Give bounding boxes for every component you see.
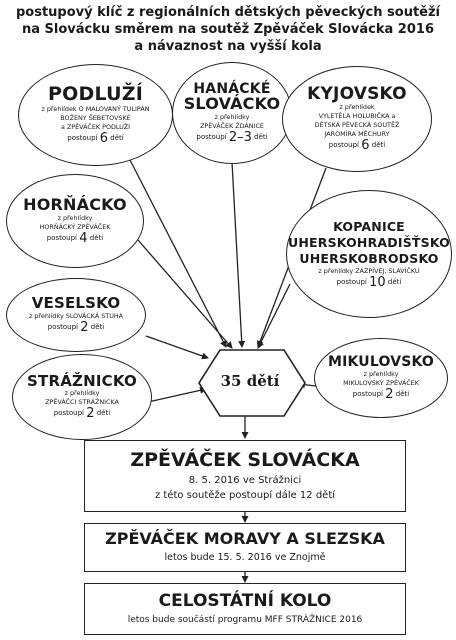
region-title: VESELSKO xyxy=(31,294,121,313)
title-line-2: na Slovácku směrem na soutěž Zpěváček Slovácka 2016 xyxy=(21,22,434,37)
region-source: ZPĚVÁČCI STRÁŽNICKA xyxy=(45,398,119,407)
region-kyjovsko xyxy=(282,66,432,172)
stage-date: 8. 5. 2016 ve Strážnici xyxy=(188,475,302,486)
region-title: SLOVÁCKO xyxy=(183,94,281,114)
region-source: HORŇÁCKÝ ZPĚVÁČEK xyxy=(39,222,111,231)
region-quota: postoupí 2–3 děti xyxy=(196,130,268,146)
region-quota: postoupí 2 děti xyxy=(47,319,105,335)
arrow-kopanice xyxy=(258,284,290,348)
region-source: JAROMÍRA MĚCHURY xyxy=(324,130,390,139)
region-source: BOŽENY ŠEBETOVSKÉ xyxy=(60,113,131,122)
region-quota: postoupí 10 dětí xyxy=(336,275,402,290)
title-line-3: a návaznost na vyšší kola xyxy=(134,39,322,54)
region-title: KOPANICE xyxy=(333,219,405,234)
stage-title: ZPĚVÁČEK SLOVÁCKA xyxy=(130,449,360,471)
arrow-veselsko xyxy=(146,336,208,358)
title-line-1: postupový klíč z regionálních dětských pěveckých soutěží xyxy=(15,5,441,20)
region-hanacke-slovacko xyxy=(172,62,292,164)
region-source: z přehlídky xyxy=(57,213,93,222)
stage-title: ZPĚVÁČEK MORAVY A SLEZSKA xyxy=(105,529,385,548)
region-hornacko xyxy=(6,174,144,268)
region-source: z přehlídky ZAZPÍVEJ, SLAVÍČKU xyxy=(318,267,420,275)
region-source: z přehlídky xyxy=(363,369,399,378)
center-total: 35 dětí xyxy=(220,372,280,390)
stage-title: CELOSTÁTNÍ KOLO xyxy=(158,591,332,611)
region-source: VYLETĚLA HOLUBIČKA a xyxy=(318,112,396,121)
region-title: UHERSKOBRODSKO xyxy=(299,251,439,266)
region-title: KYJOVSKO xyxy=(307,83,407,104)
region-kopanice xyxy=(286,190,452,318)
region-quota: postoupí 2 děti xyxy=(352,386,410,402)
region-straznicko xyxy=(12,354,152,440)
region-source: MIKULOVSKÝ ZPĚVÁČEK xyxy=(343,378,419,387)
region-quota: postoupí 4 děti xyxy=(46,230,104,246)
region-title: HORŇÁCKO xyxy=(23,195,127,215)
region-podluzi xyxy=(18,64,173,166)
region-quota: postoupí 6 dětí xyxy=(328,138,386,154)
stage-date: letos bude 15. 5. 2016 ve Znojmě xyxy=(164,552,326,563)
region-title: MIKULOVSKO xyxy=(327,354,435,371)
region-quota: postoupí 6 dětí xyxy=(67,130,124,146)
region-source: z přehlídky xyxy=(214,113,250,122)
region-quota: postoupí 2 děti xyxy=(53,406,111,422)
region-title: HANÁCKÉ xyxy=(193,80,271,97)
arrow-straznicko xyxy=(148,389,206,402)
region-source: z přehlídek xyxy=(339,103,375,112)
region-source: z přehlídky xyxy=(64,389,100,398)
region-source: DĚTSKÁ PĚVECKÁ SOUTĚŽ xyxy=(314,121,400,130)
arrow-hornacko xyxy=(138,240,232,348)
stage-note: z této soutěže postoupí dále 12 dětí xyxy=(154,490,336,501)
region-source: z přehlídek O MALOVANÝ TULIPÁN xyxy=(41,104,150,113)
region-source: ZPĚVÁČEK ŽDÁNICE xyxy=(200,122,264,131)
region-title: STRÁŽNICKO xyxy=(27,371,137,390)
region-source: a ZPĚVÁČEK PODLUŽÍ xyxy=(60,122,131,131)
stage-zpevacek-moravy xyxy=(84,523,406,572)
region-source: z přehlídky SLOVÁCKÁ STUHA xyxy=(28,311,124,320)
stage-celostatni-kolo xyxy=(84,583,406,635)
stage-zpevacek-slovacka xyxy=(84,440,406,512)
region-mikulovsko xyxy=(314,338,448,418)
region-title: PODLUŽÍ xyxy=(48,83,143,106)
region-title: UHERSKOHRADIŠŤSKO xyxy=(288,235,450,250)
stage-note: letos bude součástí programu MFF STRÁŽNICE 2016 xyxy=(127,615,363,625)
region-veselsko xyxy=(6,278,146,352)
arrow-hanacke xyxy=(232,162,242,347)
